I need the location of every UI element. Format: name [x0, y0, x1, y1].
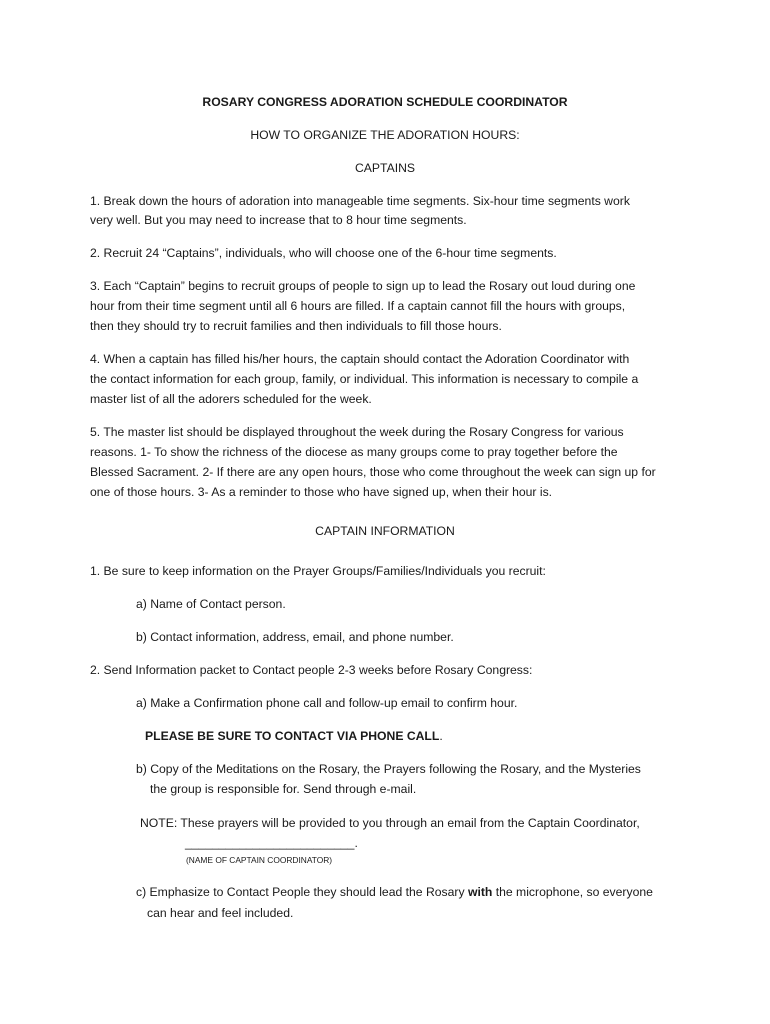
info-item-1: 1. Be sure to keep information on the Prayer Groups/Families/Individuals you recruit:: [90, 564, 546, 578]
info-item-2b-line-1: b) Copy of the Meditations on the Rosary, the Prayers following the Rosary, and the Mysteries: [136, 762, 641, 776]
info-item-2a: a) Make a Confirmation phone call and follow-up email to confirm hour.: [136, 696, 518, 710]
info-item-2c-line-2: can hear and feel included.: [147, 906, 294, 920]
captains-item-3-line-3: then they should try to recruit families and then individuals to fill those hours.: [90, 319, 502, 333]
please-contact-line: [145, 726, 443, 747]
info-item-2c-pre: c) Emphasize to Contact People they should lead the Rosary: [136, 885, 468, 899]
info-item-2c-line-1: [136, 882, 653, 903]
info-item-1a: a) Name of Contact person.: [136, 597, 286, 611]
captains-item-5-line-1: 5. The master list should be displayed throughout the week during the Rosary Congress for various: [90, 425, 624, 439]
section-heading-captain-information: CAPTAIN INFORMATION: [315, 524, 455, 538]
captains-item-1-line-2: very well. But you may need to increase that to 8 hour time segments.: [90, 213, 467, 227]
captains-item-2: 2. Recruit 24 “Captains”, individuals, who will choose one of the 6-hour time segments.: [90, 246, 557, 260]
document-subtitle: HOW TO ORGANIZE THE ADORATION HOURS:: [250, 128, 520, 142]
info-item-2c-bold: with: [467, 885, 493, 899]
captains-item-4-line-3: master list of all the adorers scheduled for the week.: [90, 392, 372, 406]
note-blank-line: _________________________.: [185, 836, 358, 850]
captains-item-3-line-1: 3. Each “Captain” begins to recruit groups of people to sign up to lead the Rosary out loud during one: [90, 279, 636, 293]
info-item-2b-line-2: the group is responsible for. Send through e-mail.: [150, 782, 417, 796]
captains-item-4-line-1: 4. When a captain has filled his/her hours, the captain should contact the Adoration Coordinator with: [90, 352, 630, 366]
document-title: ROSARY CONGRESS ADORATION SCHEDULE COORDINATOR: [202, 95, 568, 109]
captains-item-3-line-2: hour from their time segment until all 6 hours are filled. If a captain cannot fill the hours with groups,: [90, 299, 626, 313]
captains-item-1-line-1: 1. Break down the hours of adoration into manageable time segments. Six-hour time segments work: [90, 194, 630, 208]
note-caption: (NAME OF CAPTAIN COORDINATOR): [186, 855, 333, 865]
info-item-2c-post: the microphone, so everyone: [492, 885, 653, 899]
please-contact-period: .: [439, 729, 443, 743]
section-heading-captains: CAPTAINS: [354, 161, 416, 175]
info-item-2: 2. Send Information packet to Contact people 2-3 weeks before Rosary Congress:: [90, 663, 533, 677]
info-item-1b: b) Contact information, address, email, and phone number.: [136, 630, 454, 644]
captains-item-5-line-4: one of those hours. 3- As a reminder to those who have signed up, when their hour is.: [90, 485, 553, 499]
please-contact-bold: PLEASE BE SURE TO CONTACT VIA PHONE CALL: [145, 729, 440, 743]
captains-item-5-line-2: reasons. 1- To show the richness of the diocese as many groups come to pray together before the: [90, 445, 618, 459]
captains-item-4-line-2: the contact information for each group, family, or individual. This information is necessary to compile a: [90, 372, 639, 386]
note-line: NOTE: These prayers will be provided to you through an email from the Captain Coordinator,: [140, 816, 640, 830]
captains-item-5-line-3: Blessed Sacrament. 2- If there are any open hours, those who come throughout the week can sign up for: [90, 465, 656, 479]
